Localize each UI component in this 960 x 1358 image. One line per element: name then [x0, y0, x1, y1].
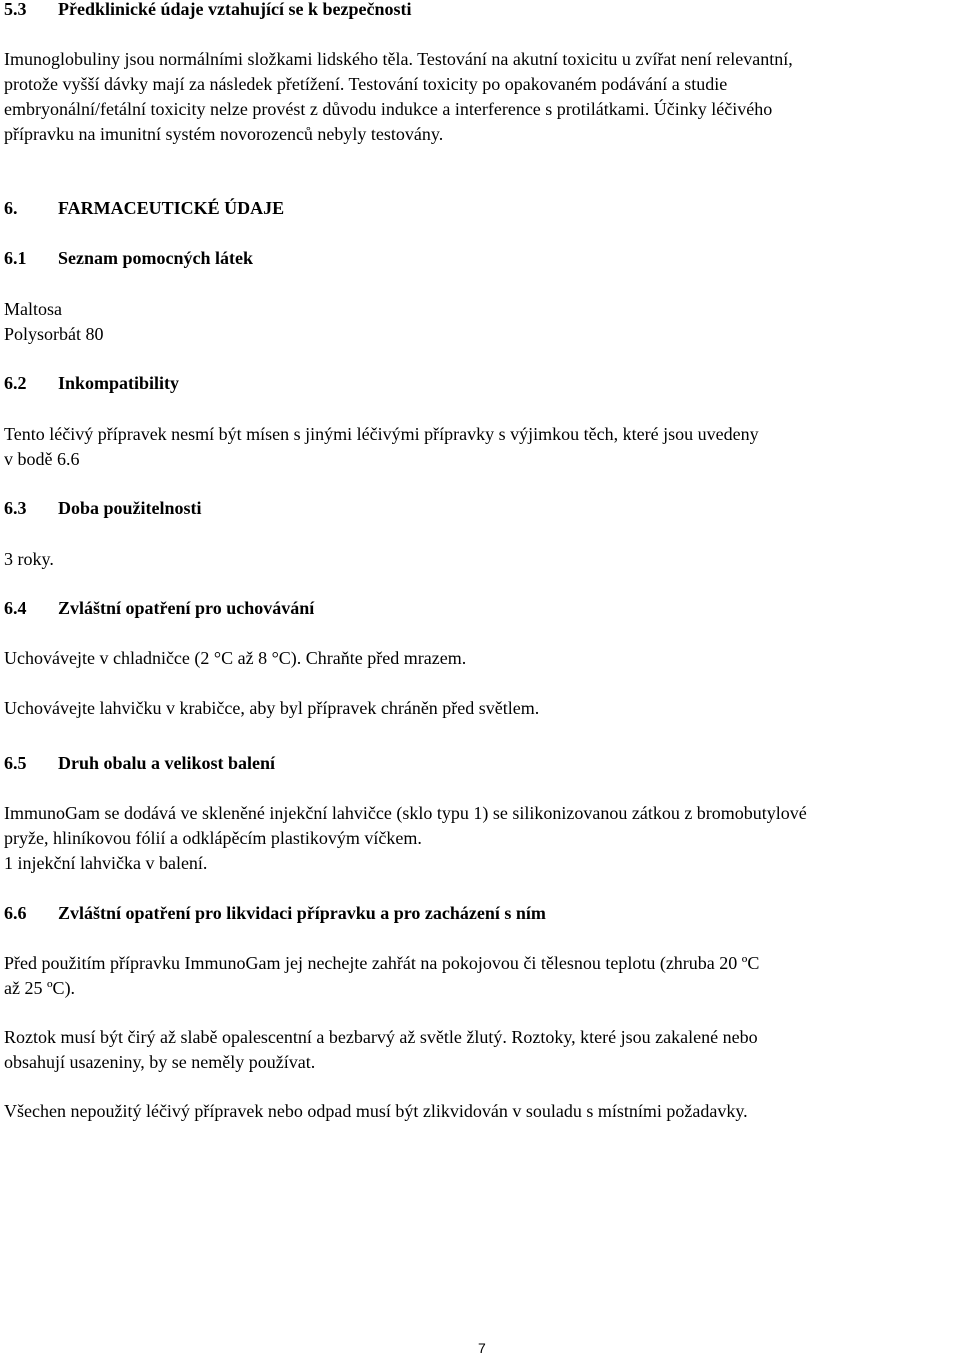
heading-number: 6.6	[4, 903, 27, 923]
paragraph-warming: Před použitím přípravku ImmunoGam jej nechejte zahřát na pokojovou či tělesnou teplotu (zhruba 20 ºC až 25 ºC).	[4, 953, 760, 998]
heading-number: 6.3	[4, 498, 27, 518]
heading-6-5	[4, 751, 954, 776]
paragraph-solution-appearance: Roztok musí být čirý až slabě opalescentní a bezbarvý až světle žlutý. Roztoky, které jsou zakalené nebo obsahují usazeniny, by se neměly používat.	[4, 1027, 758, 1072]
paragraph-storage-temp: Uchovávejte v chladničce (2 °C až 8 °C). Chraňte před mrazem.	[4, 648, 467, 668]
heading-number: 6.4	[4, 598, 27, 618]
heading-number: 6.1	[4, 248, 27, 268]
heading-number: 5.3	[4, 0, 27, 19]
heading-number: 6.	[4, 198, 18, 218]
excipient-item: Polysorbát 80	[4, 324, 104, 344]
heading-title: Inkompatibility	[58, 373, 180, 393]
paragraph-shelf-life: 3 roky.	[4, 549, 54, 569]
paragraph-preclinical: Imunoglobuliny jsou normálními složkami lidského těla. Testování na akutní toxicitu u zvířat není relevantní, protože vyšší dávky mají za následek přetížení. Testování toxicity po opakovaném podávání a studie embryonální/fetální toxicity nelze provést z důvodu indukce a interference s protilátkami. Účinky léčivého přípravku na imunitní systém novorozenců nebyly testovány.	[4, 49, 793, 144]
heading-title: FARMACEUTICKÉ ÚDAJE	[58, 198, 285, 218]
heading-number: 6.2	[4, 373, 27, 393]
document-page	[4, 0, 956, 1358]
paragraph-storage-light: Uchovávejte lahvičku v krabičce, aby byl přípravek chráněn před světlem.	[4, 698, 540, 718]
heading-title: Předklinické údaje vztahující se k bezpečnosti	[58, 0, 412, 19]
heading-title: Seznam pomocných látek	[58, 248, 253, 268]
paragraph-disposal: Všechen nepoužitý léčivý přípravek nebo odpad musí být zlikvidován v souladu s místními požadavky.	[4, 1101, 748, 1121]
heading-title: Zvláštní opatření pro likvidaci přípravku a pro zacházení s ním	[58, 903, 546, 923]
heading-6-4	[4, 596, 954, 621]
heading-title: Doba použitelnosti	[58, 498, 202, 518]
paragraph-incompatibilities: Tento léčivý přípravek nesmí být mísen s jinými léčivými přípravky s výjimkou těch, které jsou uvedeny v bodě 6.6	[4, 424, 759, 469]
heading-6	[4, 196, 954, 221]
heading-title: Druh obalu a velikost balení	[58, 753, 276, 773]
excipient-item: Maltosa	[4, 299, 62, 319]
heading-number: 6.5	[4, 753, 27, 773]
heading-6-6	[4, 901, 954, 926]
heading-6-3	[4, 496, 954, 521]
heading-6-1	[4, 246, 954, 271]
paragraph-container: ImmunoGam se dodává ve skleněné injekční lahvičce (sklo typu 1) se silikonizovanou zátkou z bromobutylové pryže, hliníkovou fólií a odklápěcím plastikovým víčkem. 1 injekční lahvička v balení.	[4, 803, 807, 873]
page-number: 7	[478, 1340, 486, 1356]
heading-5-3	[4, 0, 954, 22]
heading-title: Zvláštní opatření pro uchovávání	[58, 598, 315, 618]
heading-6-2	[4, 371, 954, 396]
